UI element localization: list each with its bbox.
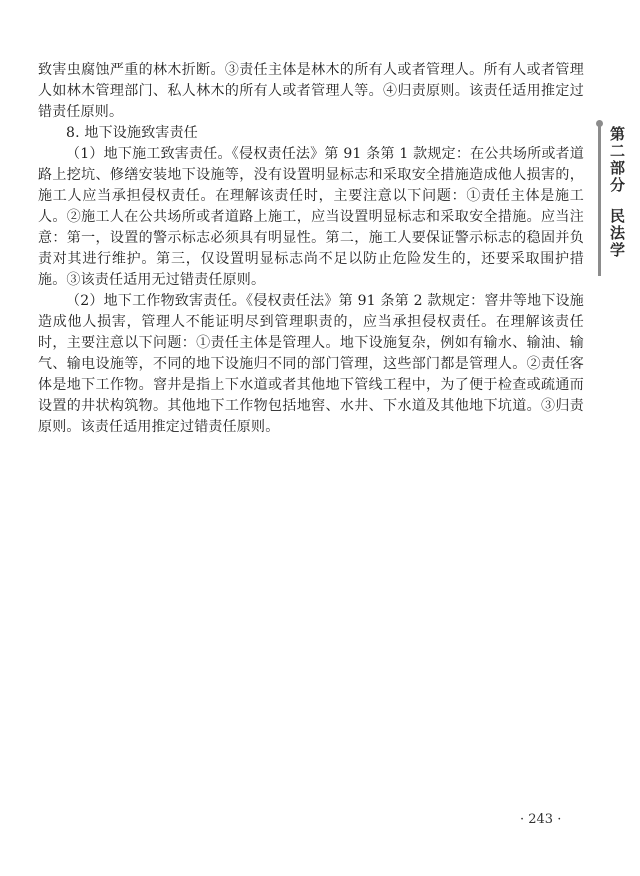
tab-rule xyxy=(598,126,601,276)
page-number: · 243 · xyxy=(520,812,562,827)
subject-label: 民法学 xyxy=(608,208,626,259)
section-heading: 8. 地下设施致害责任 xyxy=(66,125,199,141)
paragraph-continued: 致害虫腐蚀严重的林木折断。③责任主体是林木的所有人或者管理人。所有人或者管理人如林木管理部门、私人林木的所有人或者管理人等。④归责原则。该责任适用推定过错责任原则。 xyxy=(38,62,584,120)
paragraph-underground-construction: （1）地下施工致害责任。《侵权责任法》第 91 条第 1 款规定：在公共场所或者道路上挖坑、修缮安装地下设施等，没有设置明显标志和采取安全措施造成他人损害的，施工人应当承担侵权责任。在理解该责任时，主要注意以下问题：①责任主体是施工人。②施工人在公共场所或者道路上施工，应当设置明显标志和采取安全措施。应当注意：第一，设置的警示标志必须具有明显性。第二，施工人要保证警示标志的稳固并负责对其进行维护。第三，仅设置明显标志尚不足以防止危险发生的，还要采取围护措施。③该责任适用无过错责任原则。 xyxy=(38,146,584,288)
part-label: 第二部分 xyxy=(608,126,626,194)
page-body xyxy=(38,60,584,438)
paragraph-underground-structures: （2）地下工作物致害责任。《侵权责任法》第 91 条第 2 款规定：窨井等地下设施造成他人损害，管理人不能证明尽到管理职责的，应当承担侵权责任。在理解该责任时，主要注意以下问题：①责任主体是管理人。地下设施复杂，例如有输水、输油、输气、输电设施等，不同的地下设施归不同的部门管理，这些部门都是管理人。②责任客体是地下工作物。窨井是指上下水道或者其他地下管线工程中，为了便于检查或疏通而设置的井状构筑物。其他地下工作物包括地窖、水井、下水道及其他地下坑道。③归责原则。该责任适用推定过错责任原则。 xyxy=(38,293,584,435)
chapter-side-tab xyxy=(596,118,630,280)
